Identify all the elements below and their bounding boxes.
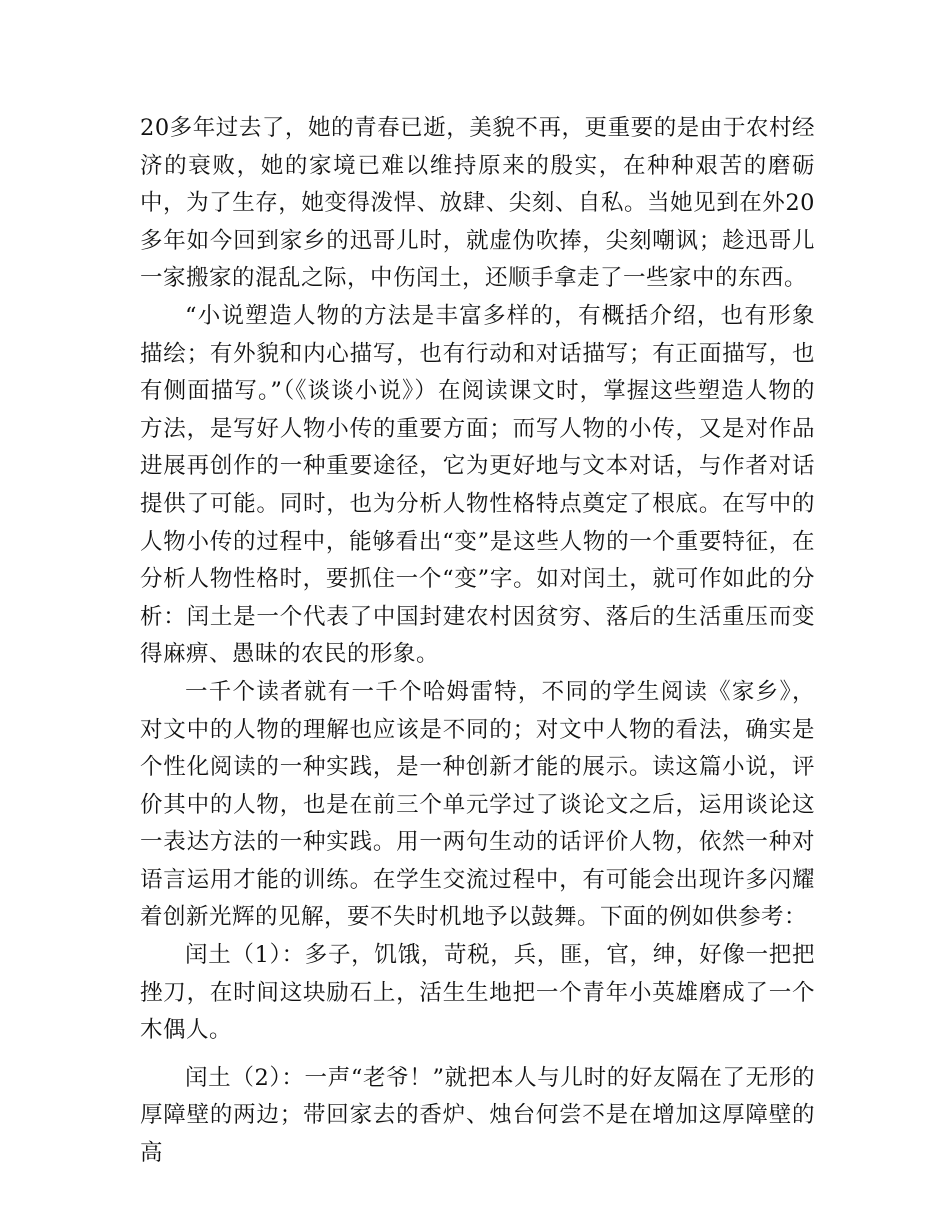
paragraph-2: “小说塑造人物的方法是丰富多样的，有概括介绍，也有形象描绘；有外貌和内心描写，也有行动和对话描写；有正面描写，也有侧面描写。”（《谈谈小说》）在阅读课文时，掌握这些塑造人物的方法，是写好人物小传的重要方面；而写人物的小传，又是对作品进展再创作的一种重要途径，它为更好地与文本对话，与作者对话提供了可能。同时，也为分析人物性格特点奠定了根底。在写中的人物小传的过程中，能够看出“变”是这些人物的一个重要特征，在分析人物性格时，要抓住一个“变”字。如对闰土，就可作如此的分析：闰土是一个代表了中国封建农村因贫穷、落后的生活重压而变得麻痹、愚昧的农民的形象。 (140, 302, 815, 668)
document-body (140, 110, 815, 1173)
paragraph-3: 一千个读者就有一千个哈姆雷特，不同的学生阅读《家乡》，对文中的人物的理解也应该是不同的；对文中人物的看法，确实是个性化阅读的一种实践，是一种创新才能的展示。读这篇小说，评价其中的人物，也是在前三个单元学过了谈论文之后，运用谈论这一表达方法的一种实践。用一两句生动的话评价人物，依然一种对语言运用才能的训练。在学生交流过程中，有可能会出现许多闪耀着创新光辉的见解，要不失时机地予以鼓舞。下面的例如供参考： (140, 678, 815, 931)
paragraph-1: 20多年过去了，她的青春已逝，美貌不再，更重要的是由于农村经济的衰败，她的家境已难以维持原来的殷实，在种种艰苦的磨砺中，为了生存，她变得泼悍、放肆、尖刻、自私。当她见到在外20多年如今回到家乡的迅哥儿时，就虚伪吹捧，尖刻嘲讽；趁迅哥儿一家搬家的混乱之际，中伤闰土，还顺手拿走了一些家中的东西。 (140, 115, 815, 292)
paragraph-4: 闰土（1）：多子，饥饿，苛税，兵，匪，官，绅，好像一把把挫刀，在时间这块励石上，活生生地把一个青年小英雄磨成了一个木偶人。 (140, 942, 815, 1044)
paragraph-5: 闰土（2）：一声“老爷！”就把本人与儿时的好友隔在了无形的厚障壁的两边；带回家去的香炉、烛台何尝不是在增加这厚障壁的高 (140, 1064, 815, 1167)
